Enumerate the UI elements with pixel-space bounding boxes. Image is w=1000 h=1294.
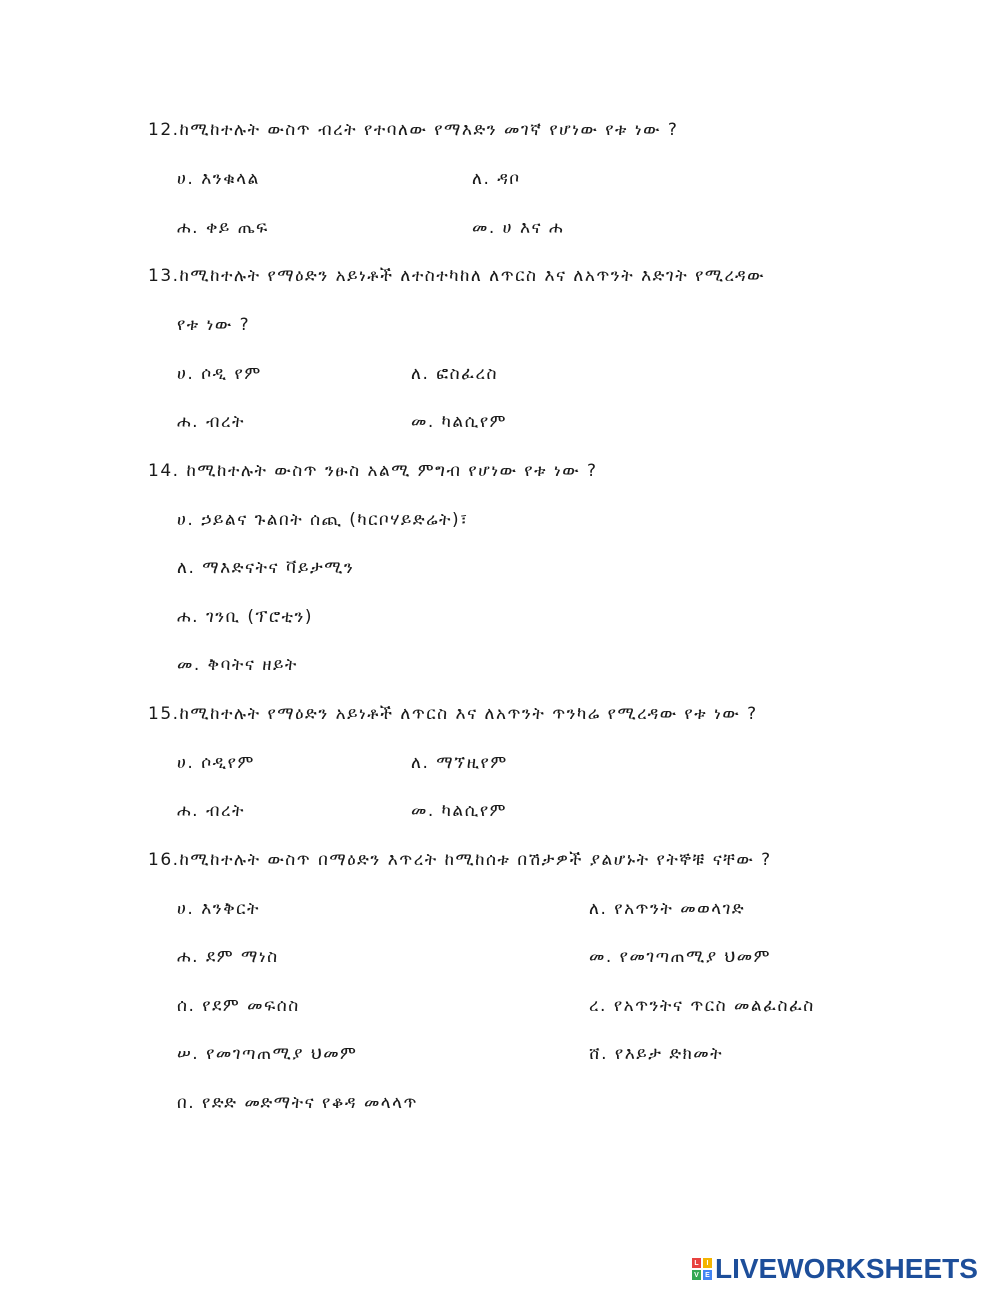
question-16: 16.ከሚከተሉት ውስጥ በማዕድን እጥረት ከሚከሰቱ በሽታዎች ያልሆኑት የትኞቹ ናቸው ? [148, 850, 772, 870]
option-12-a[interactable]: ሀ. እንቁላል [177, 169, 260, 189]
question-12: 12.ከሚከተሉት ውስጥ ብረት የተባለው የማእድን መገኛ የሆነው የቱ ነው ? [148, 120, 679, 140]
option-14-d[interactable]: መ. ቅባትና ዘይት [177, 655, 298, 675]
question-14: 14. ከሚከተሉት ውስጥ ንፁስ አልሚ ምግብ የሆነው የቱ ነው ? [148, 461, 598, 481]
logo-icon-letter-e: E [703, 1270, 712, 1280]
option-14-b[interactable]: ለ. ማእድናትና ቫይታሚን [177, 558, 355, 578]
option-15-a[interactable]: ሀ. ሶዲየም [177, 753, 255, 773]
option-16-g[interactable]: ሠ. የመገጣጠሚያ ህመም [177, 1044, 358, 1064]
option-12-d[interactable]: መ. ሀ እና ሐ [472, 218, 565, 238]
option-15-d[interactable]: መ. ካልሲየም [411, 801, 507, 821]
option-14-c[interactable]: ሐ. ገንቢ (ፕሮቲን) [177, 607, 314, 627]
liveworksheets-logo-icon [692, 1258, 712, 1280]
liveworksheets-logo [692, 1254, 978, 1284]
option-16-f[interactable]: ረ. የአጥንትና ጥርስ መልፈስፈስ [589, 996, 815, 1016]
option-14-a[interactable]: ሀ. ኃይልና ጉልበት ሰጪ (ካርቦሃይድሬት)፣ [177, 510, 469, 530]
logo-icon-letter-l: L [692, 1258, 701, 1268]
option-12-c[interactable]: ሐ. ቀይ ጤፍ [177, 218, 269, 238]
option-16-a[interactable]: ሀ. እንቅርት [177, 899, 260, 919]
option-13-c[interactable]: ሐ. ብረት [177, 412, 245, 432]
option-13-b[interactable]: ለ. ፎስፈረስ [411, 364, 498, 384]
option-13-a[interactable]: ሀ. ሶዲ የም [177, 364, 262, 384]
option-16-d[interactable]: መ. የመገጣጠሚያ ህመም [589, 947, 772, 967]
logo-icon-letter-i: I [703, 1258, 712, 1268]
option-12-b[interactable]: ለ. ዳቦ [472, 169, 521, 189]
option-16-c[interactable]: ሐ. ደም ማነስ [177, 947, 279, 967]
question-15: 15.ከሚከተሉት የማዕድን አይነቶች ለጥርስ እና ለአጥንት ጥንካሬ የሚረዳው የቱ ነው ? [148, 704, 758, 724]
option-13-d[interactable]: መ. ካልሲየም [411, 412, 507, 432]
liveworksheets-logo-text: LIVEWORKSHEETS [715, 1253, 978, 1284]
question-13: 13.ከሚከተሉት የማዕድን አይነቶች ለተስተካከለ ለጥርስ እና ለአጥንት እድገት የሚረዳው [148, 266, 765, 286]
question-13-continued: የቱ ነው ? [177, 315, 251, 335]
option-16-h[interactable]: ሸ. የእይታ ድክመት [589, 1044, 724, 1064]
option-16-i[interactable]: በ. የድድ መድማትና የቆዳ መላላጥ [177, 1093, 418, 1113]
option-15-c[interactable]: ሐ. ብረት [177, 801, 245, 821]
option-16-b[interactable]: ለ. የአጥንት መወላገድ [589, 899, 746, 919]
logo-icon-letter-v: V [692, 1270, 701, 1280]
option-15-b[interactable]: ለ. ማኘዚየም [411, 753, 508, 773]
option-16-e[interactable]: ሰ. የደም መፍሰስ [177, 996, 300, 1016]
